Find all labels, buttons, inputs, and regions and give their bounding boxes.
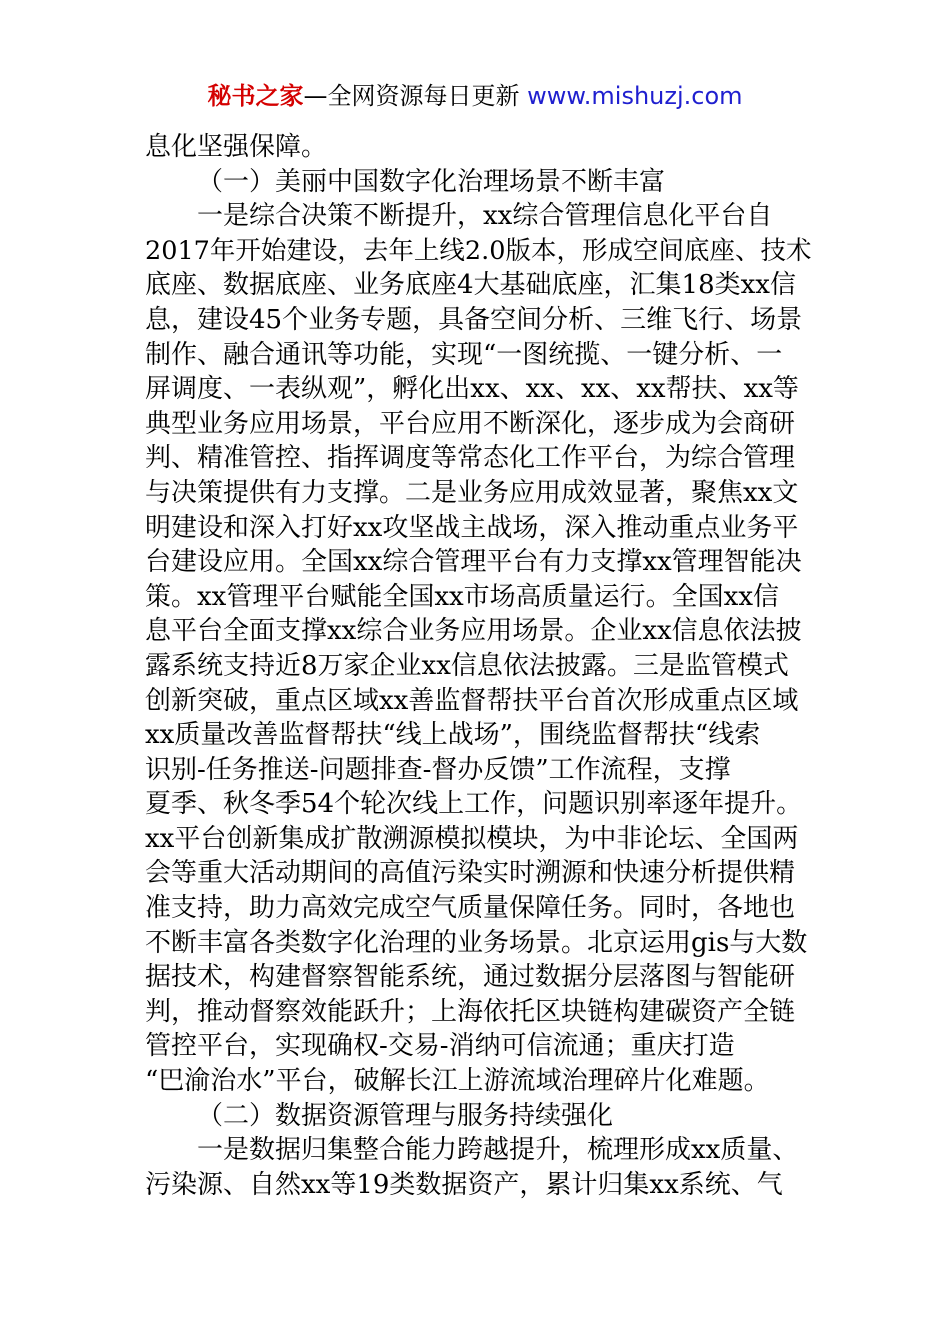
- paragraph-line: xx平台创新集成扩散溯源模拟模块，为中非论坛、全国两: [145, 823, 799, 854]
- paragraph-line: 会等重大活动期间的高值污染实时溯源和快速分析提供精: [145, 858, 796, 889]
- paragraph-line: 一是数据归集整合能力跨越提升，梳理形成xx质量、: [197, 1135, 799, 1166]
- paragraph-line: “巴渝治水”平台，破解长江上游流域治理碎片化难题。: [145, 1066, 770, 1097]
- paragraph-line: 污染源、自然xx等19类数据资产，累计归集xx系统、气: [145, 1169, 783, 1200]
- paragraph-line: 夏季、秋冬季54个轮次线上工作，问题识别率逐年提升。: [145, 789, 803, 820]
- site-brand: 秘书之家: [207, 82, 304, 110]
- paragraph-line: 明建设和深入打好xx攻坚战主战场，深入推动重点业务平: [145, 512, 799, 543]
- paragraph-line: 与决策提供有力支撑。二是业务应用成效显著，聚焦xx文: [145, 477, 799, 508]
- paragraph-line: 台建设应用。全国xx综合管理平台有力支撑xx管理智能决: [145, 547, 802, 578]
- site-header: [0, 80, 950, 112]
- section-heading: （二）数据资源管理与服务持续强化: [197, 1100, 614, 1131]
- paragraph-line: 识别-任务推送-问题排查-督办反馈”工作流程，支撑: [145, 754, 731, 785]
- paragraph-line: 2017年开始建设，去年上线2.0版本，形成空间底座、技术: [145, 235, 812, 266]
- paragraph-line: 息平台全面支撑xx综合业务应用场景。企业xx信息依法披: [145, 616, 802, 647]
- paragraph-line: 屏调度、一表纵观”，孵化出xx、xx、xx、xx帮扶、xx等: [145, 374, 799, 405]
- paragraph-line: 一是综合决策不断提升，xx综合管理信息化平台自: [197, 201, 773, 232]
- paragraph-line: 不断丰富各类数字化治理的业务场景。北京运用gis与大数: [145, 927, 808, 958]
- paragraph-line: 制作、融合通讯等功能，实现“一图统揽、一键分析、一: [145, 339, 783, 370]
- paragraph-line: 息，建设45个业务专题，具备空间分析、三维飞行、场景: [145, 304, 803, 335]
- paragraph-line: 判，推动督察效能跃升；上海依托区块链构建碳资产全链: [145, 996, 796, 1027]
- paragraph-line: 准支持，助力高效完成空气质量保障任务。同时，各地也: [145, 893, 796, 924]
- paragraph-line: 管控平台，实现确权-交易-消纳可信流通；重庆打造: [145, 1031, 735, 1062]
- document-body: [145, 130, 810, 1202]
- paragraph-line: 策。xx管理平台赋能全国xx市场高质量运行。全国xx信: [145, 581, 779, 612]
- paragraph-line: 据技术，构建督察智能系统，通过数据分层落图与智能研: [145, 962, 796, 993]
- site-url-link[interactable]: www.mishuzj.com: [527, 82, 743, 110]
- site-tagline: —全网资源每日更新: [303, 82, 528, 110]
- section-heading: （一）美丽中国数字化治理场景不断丰富: [197, 166, 666, 197]
- paragraph-line: 典型业务应用场景，平台应用不断深化，逐步成为会商研: [145, 408, 796, 439]
- paragraph-line: 露系统支持近8万家企业xx信息依法披露。三是监管模式: [145, 650, 789, 681]
- paragraph-line: 息化坚强保障。: [145, 132, 328, 162]
- paragraph-line: 创新突破，重点区域xx善监督帮扶平台首次形成重点区域: [145, 685, 799, 716]
- paragraph-line: 判、精准管控、指挥调度等常态化工作平台，为综合管理: [145, 443, 796, 474]
- paragraph-line: 底座、数据底座、业务底座4大基础底座，汇集18类xx信: [145, 270, 796, 301]
- paragraph-line: xx质量改善监督帮扶“线上战场”，围绕监督帮扶“线索: [145, 720, 761, 751]
